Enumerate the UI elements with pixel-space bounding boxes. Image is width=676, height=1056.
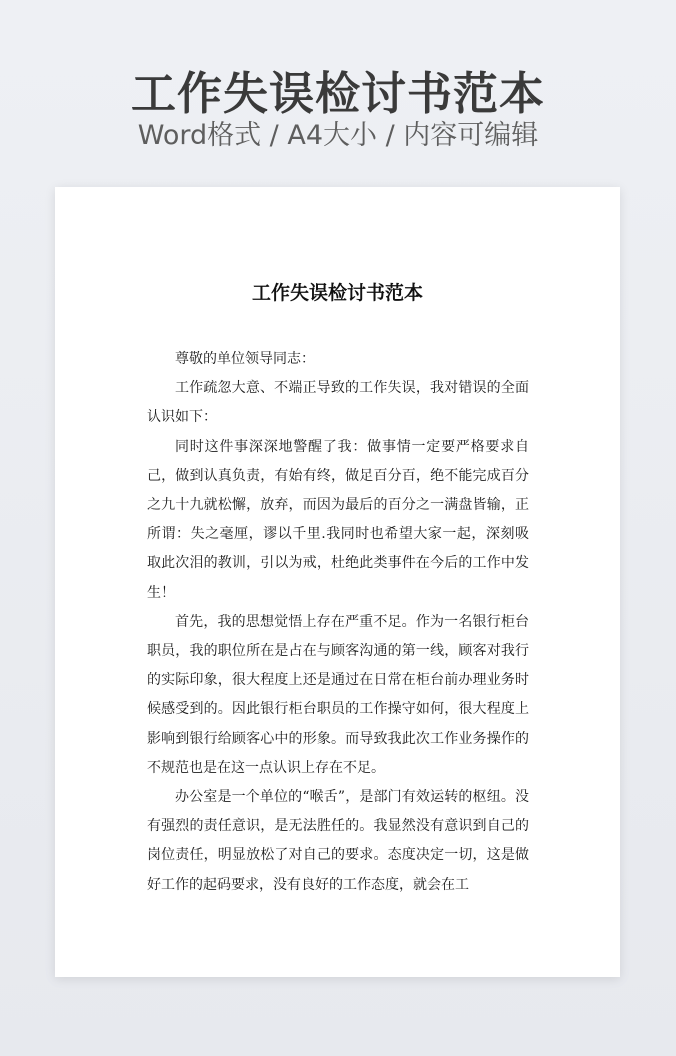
- body-paragraph: 办公室是一个单位的“喉舌”，是部门有效运转的枢纽。没有强烈的责任意识，是无法胜任的。我显然没有意识到自己的岗位责任，明显放松了对自己的要求。态度决定一切，这是做好工作的起码要求，没有良好的工作态度，就会在工: [147, 789, 529, 893]
- salutation-paragraph: 尊敬的单位领导同志：: [175, 351, 315, 367]
- document-body: [147, 345, 529, 900]
- body-paragraph: 工作疏忽大意、不端正导致的工作失误，我对错误的全面认识如下：: [147, 380, 529, 426]
- page-title: 工作失误检讨书范本: [130, 67, 545, 120]
- body-paragraph: 同时这件事深深地警醒了我：做事情一定要严格要求自己，做到认真负责，有始有终，做足百分百，绝不能完成百分之九十九就松懈，放弃，而因为最后的百分之一满盘皆输，正所谓：失之毫厘，谬以千里.我同时也希望大家一起，深刻吸取此次泪的教训，引以为戒，杜绝此类事件在今后的工作中发生！: [147, 438, 529, 601]
- document-title: 工作失误检讨书范本: [251, 282, 423, 304]
- body-paragraph: 首先，我的思想觉悟上存在严重不足。作为一名银行柜台职员，我的职位所在是占在与顾客沟通的第一线，顾客对我行的实际印象，很大程度上还是通过在日常在柜台前办理业务时候感受到的。因此银行柜台职员的工作操守如何，很大程度上影响到银行给顾客心中的形象。而导致我此次工作业务操作的不规范也是在这一点认识上存在不足。: [147, 613, 529, 776]
- page-subtitle: Word格式 / A4大小 / 内容可编辑: [137, 120, 539, 151]
- document-page: [55, 187, 620, 977]
